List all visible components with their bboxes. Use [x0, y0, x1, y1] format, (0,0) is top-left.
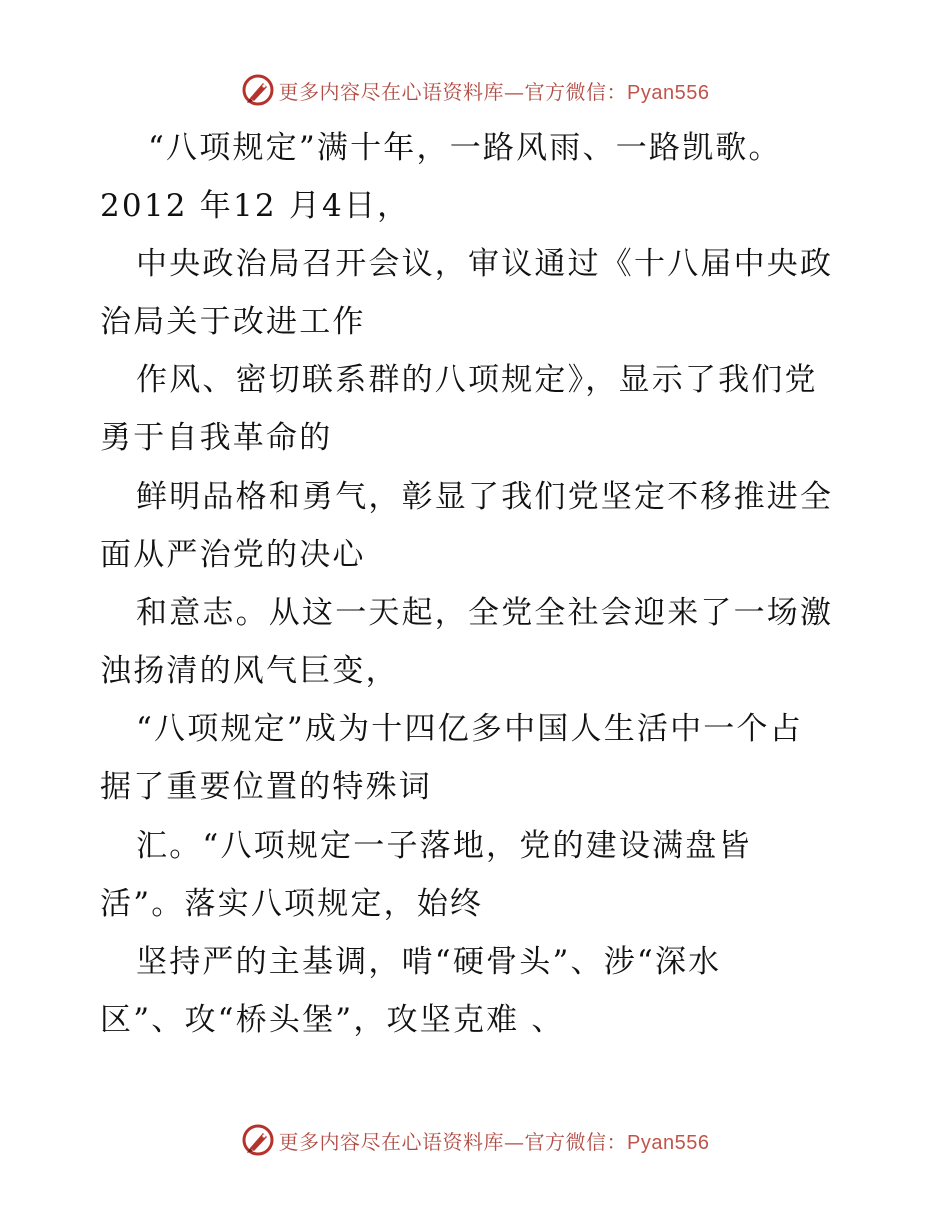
- body-line: “八项规定”成为十四亿多中国人生活中一个占: [136, 711, 803, 747]
- body-line: 中央政治局召开会议，审议通过《十八届中央政: [136, 246, 834, 282]
- body-line: 鲜明品格和勇气，彰显了我们党坚定不移推进全: [136, 479, 834, 515]
- body-line: 2012 年12 月4日，: [100, 188, 411, 224]
- body-line: 区”、攻“桥头堡”，攻坚克难 、: [100, 1002, 565, 1038]
- body-line: 活”。落实八项规定，始终: [100, 886, 484, 922]
- wechat-handle: Pyan556: [627, 1131, 710, 1154]
- body-line: 面从严治党的决心: [100, 537, 366, 573]
- body-line: 汇。“八项规定一子落地，党的建设满盘皆: [136, 828, 752, 864]
- wechat-handle: Pyan556: [627, 81, 710, 104]
- body-line: 坚持严的主基调，啃“硬骨头”、涉“深水: [136, 944, 722, 980]
- watermark-text: 更多内容尽在心语资料库—官方微信：Pyan556: [278, 79, 710, 104]
- body-line: 治局关于改进工作: [100, 304, 366, 340]
- footer-watermark: [0, 1118, 950, 1162]
- body-line: 浊扬清的风气巨变，: [100, 653, 399, 689]
- header-watermark: [0, 68, 950, 112]
- watermark-text: 更多内容尽在心语资料库—官方微信：Pyan556: [278, 1129, 710, 1154]
- body-line: 作风、密切联系群的八项规定》，显示了我们党: [136, 362, 818, 398]
- body-line: 和意志。从这一天起，全党全社会迎来了一场激: [136, 595, 834, 631]
- body-line: 勇于自我革命的: [100, 420, 333, 456]
- body-line: 据了重要位置的特殊词: [100, 769, 432, 805]
- pen-nib-circle-icon: [241, 1123, 275, 1157]
- body-line: “八项规定”满十年，一路风雨、一路凯歌。: [148, 130, 782, 166]
- pen-nib-circle-icon: [241, 73, 275, 107]
